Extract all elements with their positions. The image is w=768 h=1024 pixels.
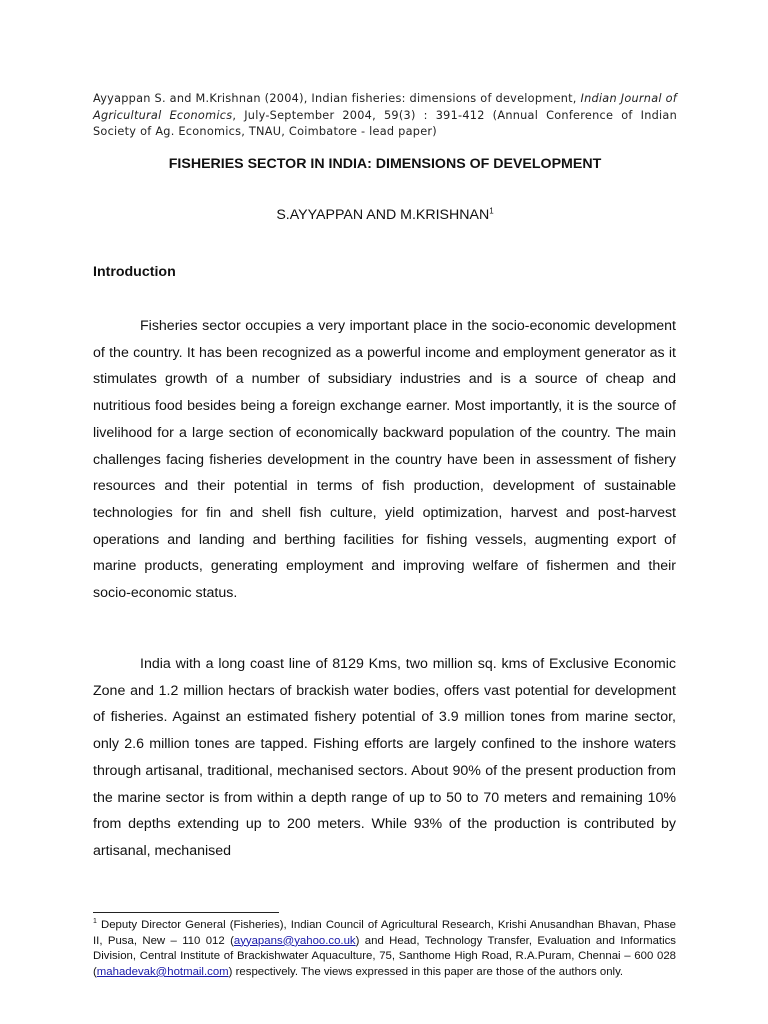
email-link-krishnan[interactable]: mahadevak@hotmail.com: [96, 965, 229, 978]
citation-details: , July-September 2004, 59(3) : 391-412 (Annual Conference of Indian Society of Ag. Economics, TNAU, Coimbatore - lead paper): [93, 108, 677, 138]
email-link-ayyappan[interactable]: ayyapans@yahoo.co.uk: [233, 934, 356, 947]
footnote-mark: 1: [93, 918, 97, 926]
author-names: S.AYYAPPAN AND M.KRISHNAN: [276, 207, 490, 223]
footnote-text: ) and Head, Technology Transfer, Evaluation and Informatics Division, Central Institute of Brackishwater Aquaculture, 75, Santhome High Road, R.A.Puram, Chennai – 600 028 (: [93, 934, 676, 978]
paper-title: FISHERIES SECTOR IN INDIA: DIMENSIONS OF DEVELOPMENT: [168, 156, 602, 172]
author-footnote-mark[interactable]: 1: [489, 206, 494, 216]
footnote-text: ) respectively. The views expressed in this paper are those of the authors only.: [228, 965, 624, 978]
citation: [93, 91, 677, 141]
footnote-text: Deputy Director General (Fisheries), Indian Council of Agricultural Research, Krishi Anusandhan Bhavan, Phase II, Pusa, New – 110 012 (: [93, 919, 676, 947]
body-paragraph: India with a long coast line of 8129 Kms, two million sq. kms of Exclusive Economic Zone and 1.2 million hectars of brackish water bodies, offers vast potential for development of fisheries. Against an estimated fishery potential of 3.9 million tones from marine sector, only 2.6 million tones are tapped. Fishing efforts are largely confined to the inshore waters through artisanal, traditional, mechanised sectors. About 90% of the present production from the marine sector is from within a depth range of up to 50 to 70 meters and remaining 10% from depths extending up to 200 meters. While 93% of the production is contributed by artisanal, mechanised: [93, 656, 676, 859]
footnote: [93, 918, 676, 980]
body-paragraph: Fisheries sector occupies a very important place in the socio-economic development of the country. It has been recognized as a powerful income and employment generator as it stimulates growth of a number of subsidiary industries and is a source of cheap and nutritious food besides being a foreign exchange earner. Most importantly, it is the source of livelihood for a large section of economically backward population of the country. The main challenges facing fisheries development in the country have been in assessment of fishery resources and their potential in terms of fish production, development of sustainable technologies for fin and shell fish culture, yield optimization, harvest and post-harvest operations and landing and berthing facilities for fishing vessels, augmenting export of marine products, generating employment and improving welfare of fishermen and their socio-economic status.: [93, 318, 676, 602]
section-heading: Introduction: [93, 264, 176, 280]
citation-journal: Indian Journal of Agricultural Economics: [93, 92, 677, 122]
paper-authors: [93, 207, 677, 223]
citation-authors: Ayyappan S. and M.Krishnan (2004), Indian fisheries: dimensions of development,: [93, 92, 581, 105]
footnote-divider: [93, 912, 279, 913]
